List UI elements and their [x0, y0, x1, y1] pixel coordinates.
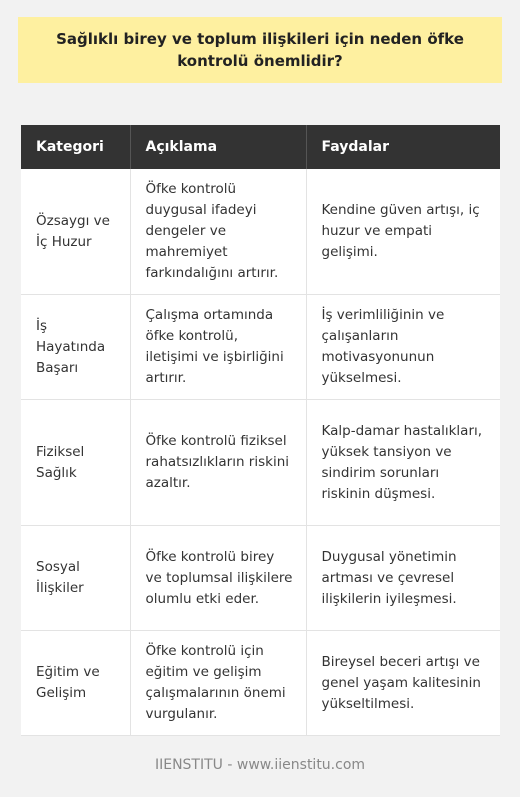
cell-category: İş Hayatında Başarı	[21, 295, 130, 400]
cell-description: Öfke kontrolü fiziksel rahatsızlıkların riskini azaltır.	[130, 400, 306, 526]
table-row	[21, 169, 500, 295]
info-table	[21, 125, 500, 736]
header-category: Kategori	[21, 125, 130, 169]
cell-category: Fiziksel Sağlık	[21, 400, 130, 526]
cell-category: Eğitim ve Gelişim	[21, 631, 130, 736]
table-row	[21, 526, 500, 631]
cell-benefits: Kalp-damar hastalıkları, yüksek tansiyon ve sindirim sorunları riskinin düşmesi.	[306, 400, 500, 526]
cell-description: Öfke kontrolü duygusal ifadeyi dengeler ve mahremiyet farkındalığını artırır.	[130, 169, 306, 295]
cell-benefits: Duygusal yönetimin artması ve çevresel ilişkilerin iyileşmesi.	[306, 526, 500, 631]
cell-category: Sosyal İlişkiler	[21, 526, 130, 631]
header-description: Açıklama	[130, 125, 306, 169]
cell-benefits: İş verimliliğinin ve çalışanların motivasyonunun yükselmesi.	[306, 295, 500, 400]
cell-benefits: Bireysel beceri artışı ve genel yaşam kalitesinin yükseltilmesi.	[306, 631, 500, 736]
page-title: Sağlıklı birey ve toplum ilişkileri için neden öfke kontrolü önemlidir?	[56, 30, 464, 70]
header-benefits: Faydalar	[306, 125, 500, 169]
table-row	[21, 295, 500, 400]
title-banner	[18, 17, 502, 83]
cell-description: Öfke kontrolü birey ve toplumsal ilişkilere olumlu etki eder.	[130, 526, 306, 631]
cell-benefits: Kendine güven artışı, iç huzur ve empati gelişimi.	[306, 169, 500, 295]
table-row	[21, 631, 500, 736]
table-row	[21, 400, 500, 526]
cell-description: Öfke kontrolü için eğitim ve gelişim çalışmalarının önemi vurgulanır.	[130, 631, 306, 736]
footer-source: IIENSTITU - www.iienstitu.com	[154, 757, 366, 773]
table-header-row	[21, 125, 500, 169]
cell-description: Çalışma ortamında öfke kontrolü, iletişimi ve işbirliğini artırır.	[130, 295, 306, 400]
cell-category: Özsaygı ve İç Huzur	[21, 169, 130, 295]
